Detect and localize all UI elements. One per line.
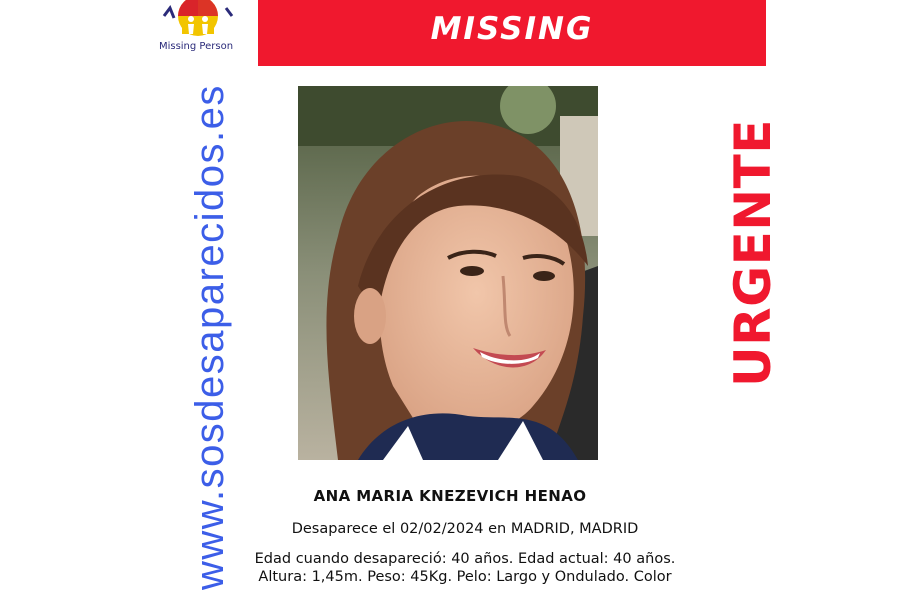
physical-description: Altura: 1,45m. Peso: 45Kg. Pelo: Largo y Ondulado. Color	[258, 569, 672, 585]
person-photo	[298, 86, 598, 460]
website-url-text: www.sosdesaparecidos.es	[188, 84, 232, 590]
person-name: ANA MARIA KNEZEVICH HENAO	[313, 487, 587, 505]
missing-person-logo-icon	[160, 0, 236, 38]
organization-logo	[140, 0, 258, 58]
portrait-photo	[298, 86, 598, 460]
banner-title: MISSING	[430, 11, 594, 47]
website-url-vertical	[148, 84, 232, 590]
age-info: Edad cuando desapareció: 40 años. Edad actual: 40 años.	[254, 551, 676, 567]
urgent-label-text: URGENTE	[724, 119, 782, 387]
disappearance-info: Desaparece el 02/02/2024 en MADRID, MADRID	[291, 521, 639, 537]
missing-banner	[258, 0, 766, 66]
logo-label: Missing Person	[158, 41, 234, 52]
urgent-label-vertical	[676, 100, 782, 390]
